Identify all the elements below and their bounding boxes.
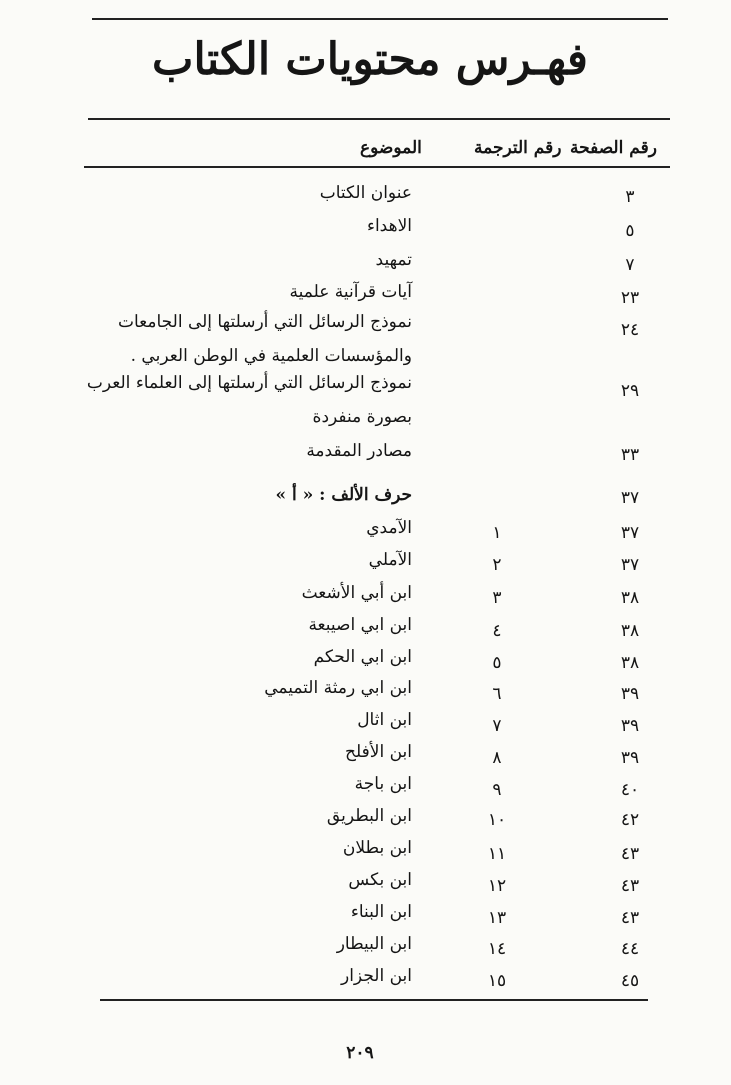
toc-topic: ابن أبي الأشعث — [301, 583, 412, 603]
toc-topic: الاهداء — [366, 216, 412, 236]
top-rule — [92, 18, 668, 20]
toc-topic: ابن اثال — [357, 710, 412, 730]
toc-page-number: ٢٩ — [620, 381, 640, 401]
toc-page-number: ٣٨ — [620, 653, 640, 673]
toc-page-number: ٣٨ — [620, 621, 640, 641]
toc-translation-number: ١٢ — [487, 876, 507, 896]
toc-translation-number: ١٥ — [487, 971, 507, 991]
toc-translation-number: ٣ — [492, 588, 502, 608]
toc-page-number: ٤٣ — [620, 908, 640, 928]
toc-page-number: ٣٩ — [620, 748, 640, 768]
header-rule — [84, 166, 670, 168]
toc-topic: نموذج الرسائل التي أرسلتها إلى العلماء العرب — [86, 373, 412, 393]
toc-page-number: ٣٧ — [620, 523, 640, 543]
toc-page-number: ٤٠ — [620, 780, 640, 800]
toc-topic: عنوان الكتاب — [319, 183, 412, 203]
toc-topic: ابن البناء — [350, 902, 412, 922]
toc-page-number: ٤٣ — [620, 844, 640, 864]
toc-page-number: ٢٣ — [620, 288, 640, 308]
toc-topic: ابن بطلان — [342, 838, 412, 858]
toc-page-number: ٥ — [625, 221, 635, 241]
toc-translation-number: ٩ — [492, 780, 502, 800]
toc-translation-number: ٨ — [492, 748, 502, 768]
toc-page-number: ٣٧ — [620, 488, 640, 508]
page-number: ٢٠٩ — [346, 1043, 374, 1063]
toc-topic: ابن باجة — [354, 774, 412, 794]
toc-topic: ابن ابي اصيبعة — [308, 615, 412, 635]
toc-page-number: ٣ — [625, 187, 635, 207]
toc-topic: ابن بكس — [348, 870, 412, 890]
toc-topic: مصادر المقدمة — [306, 441, 412, 461]
toc-translation-number: ٤ — [492, 621, 502, 641]
toc-translation-number: ٦ — [492, 684, 502, 704]
toc-translation-number: ١ — [492, 523, 502, 543]
toc-topic: بصورة منفردة — [312, 407, 412, 427]
header-translation-number: رقم الترجمة — [474, 138, 562, 158]
toc-topic: ابن ابي رمثة التميمي — [264, 678, 412, 698]
toc-topic: ابن الجزار — [341, 966, 412, 986]
toc-topic: ابن ابي الحكم — [313, 647, 412, 667]
bottom-rule — [100, 999, 648, 1001]
toc-topic: آيات قرآنية علمية — [289, 282, 412, 302]
toc-topic: تمهيد — [375, 250, 412, 270]
toc-topic: ابن الأفلح — [345, 742, 412, 762]
header-topic: الموضوع — [360, 138, 422, 158]
toc-topic: ابن البطريق — [326, 806, 412, 826]
toc-page-number: ٤٥ — [620, 971, 640, 991]
toc-topic: نموذج الرسائل التي أرسلتها إلى الجامعات — [118, 312, 412, 332]
toc-translation-number: ١٣ — [487, 908, 507, 928]
title-rule — [88, 118, 670, 120]
toc-page-number: ٣٣ — [620, 445, 640, 465]
toc-translation-number: ١٠ — [487, 810, 507, 830]
toc-translation-number: ١٤ — [487, 939, 507, 959]
page-title: فهـرس محتويات الكتاب — [152, 34, 588, 85]
toc-page-number: ٣٩ — [620, 716, 640, 736]
toc-topic: الآمدي — [366, 518, 412, 538]
toc-topic: والمؤسسات العلمية في الوطن العربي . — [130, 346, 412, 366]
toc-page-number: ٤٤ — [620, 939, 640, 959]
toc-topic: حرف الألف : « أ » — [275, 485, 412, 505]
toc-page-number: ٣٧ — [620, 555, 640, 575]
header-page-number: رقم الصفحة — [570, 138, 657, 158]
toc-topic: الآملي — [368, 550, 412, 570]
toc-page-number: ٤٣ — [620, 876, 640, 896]
toc-translation-number: ٢ — [492, 555, 502, 575]
toc-topic: ابن البيطار — [336, 934, 412, 954]
toc-page-number: ٧ — [625, 255, 635, 275]
toc-translation-number: ٥ — [492, 653, 502, 673]
toc-page-number: ٣٨ — [620, 588, 640, 608]
toc-page-number: ٣٩ — [620, 684, 640, 704]
toc-translation-number: ١١ — [487, 844, 507, 864]
toc-page-number: ٢٤ — [620, 320, 640, 340]
toc-translation-number: ٧ — [492, 716, 502, 736]
toc-page-number: ٤٢ — [620, 810, 640, 830]
